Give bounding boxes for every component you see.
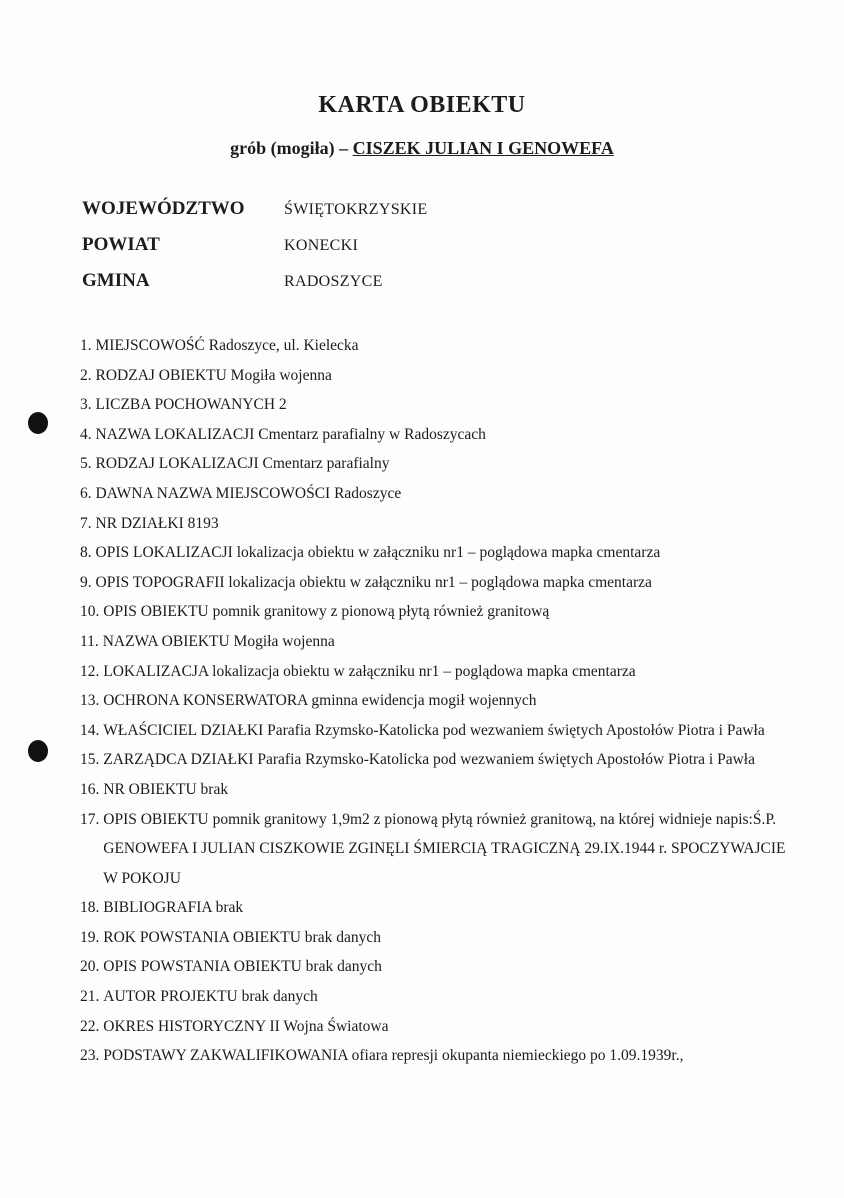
item-text: MIEJSCOWOŚĆ Radoszyce, ul. Kielecka bbox=[95, 337, 359, 354]
list-item bbox=[80, 716, 800, 746]
item-text: OPIS TOPOGRAFII lokalizacja obiektu w załączniku nr1 – poglądowa mapka cmentarza bbox=[95, 573, 652, 591]
item-number: 1. bbox=[80, 337, 96, 354]
punch-hole bbox=[28, 412, 48, 434]
document-title: KARTA OBIEKTU bbox=[318, 92, 526, 118]
subtitle-prefix: grób (mogiła) – bbox=[230, 138, 353, 158]
list-item bbox=[80, 538, 800, 568]
item-text: RODZAJ LOKALIZACJI Cmentarz parafialny bbox=[95, 455, 390, 473]
admin-value: KONECKI bbox=[284, 237, 359, 254]
item-text: ZARZĄDCA DZIAŁKI Parafia Rzymsko-Katolicka pod wezwaniem świętych Apostołów Piotra i Pawła bbox=[103, 751, 755, 769]
list-item bbox=[80, 805, 800, 894]
subtitle-name: CISZEK JULIAN I GENOWEFA bbox=[352, 138, 614, 158]
item-number: 11. bbox=[80, 632, 103, 650]
admin-label: GMINA bbox=[82, 270, 150, 291]
item-number: 8. bbox=[80, 544, 96, 562]
admin-row-county bbox=[82, 234, 427, 270]
list-item bbox=[80, 982, 800, 1012]
item-number: 23. bbox=[80, 1047, 104, 1065]
item-text: NR OBIEKTU brak bbox=[103, 780, 229, 798]
admin-row-voivodeship bbox=[82, 198, 427, 234]
list-item bbox=[80, 745, 800, 775]
list-item bbox=[80, 479, 800, 509]
list-item bbox=[80, 1041, 800, 1071]
item-text: NAZWA OBIEKTU Mogiła wojenna bbox=[102, 632, 335, 650]
list-item bbox=[80, 449, 800, 479]
item-text: OCHRONA KONSERWATORA gminna ewidencja mogił wojennych bbox=[103, 692, 537, 710]
item-text: WŁAŚCICIEL DZIAŁKI Parafia Rzymsko-Katolicka pod wezwaniem świętych Apostołów Piotra i Pawła bbox=[103, 721, 765, 739]
item-number: 12. bbox=[80, 662, 104, 680]
item-number: 10. bbox=[80, 603, 104, 621]
admin-label: WOJEWÓDZTWO bbox=[82, 198, 245, 219]
item-number: 13. bbox=[80, 692, 104, 710]
item-text: BIBLIOGRAFIA brak bbox=[103, 899, 244, 917]
item-text: OPIS LOKALIZACJI lokalizacja obiektu w załączniku nr1 – poglądowa mapka cmentarza bbox=[95, 544, 661, 562]
item-text: PODSTAWY ZAKWALIFIKOWANIA ofiara represji okupanta niemieckiego po 1.09.1939r., bbox=[103, 1047, 684, 1065]
list-item bbox=[80, 893, 800, 923]
item-number: 22. bbox=[80, 1017, 104, 1035]
item-number: 16. bbox=[80, 780, 104, 798]
item-number: 21. bbox=[80, 988, 104, 1006]
list-item bbox=[80, 627, 800, 657]
item-text: NR DZIAŁKI 8193 bbox=[95, 514, 219, 532]
item-text: NAZWA LOKALIZACJI Cmentarz parafialny w Radoszycach bbox=[95, 425, 486, 443]
list-item bbox=[80, 775, 800, 805]
item-number: 14. bbox=[80, 721, 104, 739]
punch-hole bbox=[28, 740, 48, 762]
list-item bbox=[80, 568, 800, 598]
item-text: LOKALIZACJA lokalizacja obiektu w załączniku nr1 – poglądowa mapka cmentarza bbox=[103, 662, 636, 680]
item-text: OPIS POWSTANIA OBIEKTU brak danych bbox=[103, 958, 382, 976]
admin-label: POWIAT bbox=[82, 234, 160, 255]
item-number: 18. bbox=[80, 899, 104, 917]
document-subtitle bbox=[0, 138, 844, 159]
item-list bbox=[80, 331, 800, 1071]
item-number: 17. bbox=[80, 810, 104, 828]
item-number: 19. bbox=[80, 928, 104, 946]
item-number: 4. bbox=[80, 425, 96, 443]
item-number: 20. bbox=[80, 958, 104, 976]
list-item bbox=[80, 686, 800, 716]
list-item bbox=[80, 923, 800, 953]
item-text: OKRES HISTORYCZNY II Wojna Światowa bbox=[103, 1017, 389, 1035]
item-number: 7. bbox=[80, 514, 96, 532]
admin-row-commune bbox=[82, 270, 427, 306]
item-text: LICZBA POCHOWANYCH 2 bbox=[95, 396, 287, 414]
item-number: 5. bbox=[80, 455, 96, 473]
item-number: 3. bbox=[80, 396, 96, 414]
list-item bbox=[80, 390, 800, 420]
list-item bbox=[80, 420, 800, 450]
item-text: OPIS OBIEKTU pomnik granitowy 1,9m2 z pionową płytą również granitową, na której widnieje napis:Ś.P. GENOWEFA I JULIAN CISZKOWIE ZGINĘLI ŚMIERCIĄ TRAGICZNĄ 29.IX.1944 r. SPOCZYWAJCIE W POKOJU bbox=[103, 810, 786, 887]
list-item bbox=[80, 509, 800, 539]
list-item bbox=[80, 597, 800, 627]
item-number: 2. bbox=[80, 366, 96, 384]
admin-value: ŚWIĘTOKRZYSKIE bbox=[284, 201, 428, 218]
item-number: 15. bbox=[80, 751, 104, 769]
list-item bbox=[80, 657, 800, 687]
list-item bbox=[80, 331, 800, 361]
item-number: 6. bbox=[80, 484, 96, 502]
list-item bbox=[80, 1012, 800, 1042]
item-text: DAWNA NAZWA MIEJSCOWOŚCI Radoszyce bbox=[95, 484, 402, 502]
item-text: ROK POWSTANIA OBIEKTU brak danych bbox=[103, 928, 381, 946]
item-number: 9. bbox=[80, 573, 96, 591]
list-item bbox=[80, 361, 800, 391]
admin-value: RADOSZYCE bbox=[284, 273, 383, 290]
item-text: AUTOR PROJEKTU brak danych bbox=[103, 988, 318, 1006]
item-text: OPIS OBIEKTU pomnik granitowy z pionową płytą również granitową bbox=[103, 603, 550, 621]
item-text: RODZAJ OBIEKTU Mogiła wojenna bbox=[95, 366, 332, 384]
list-item bbox=[80, 952, 800, 982]
admin-section bbox=[82, 198, 427, 306]
